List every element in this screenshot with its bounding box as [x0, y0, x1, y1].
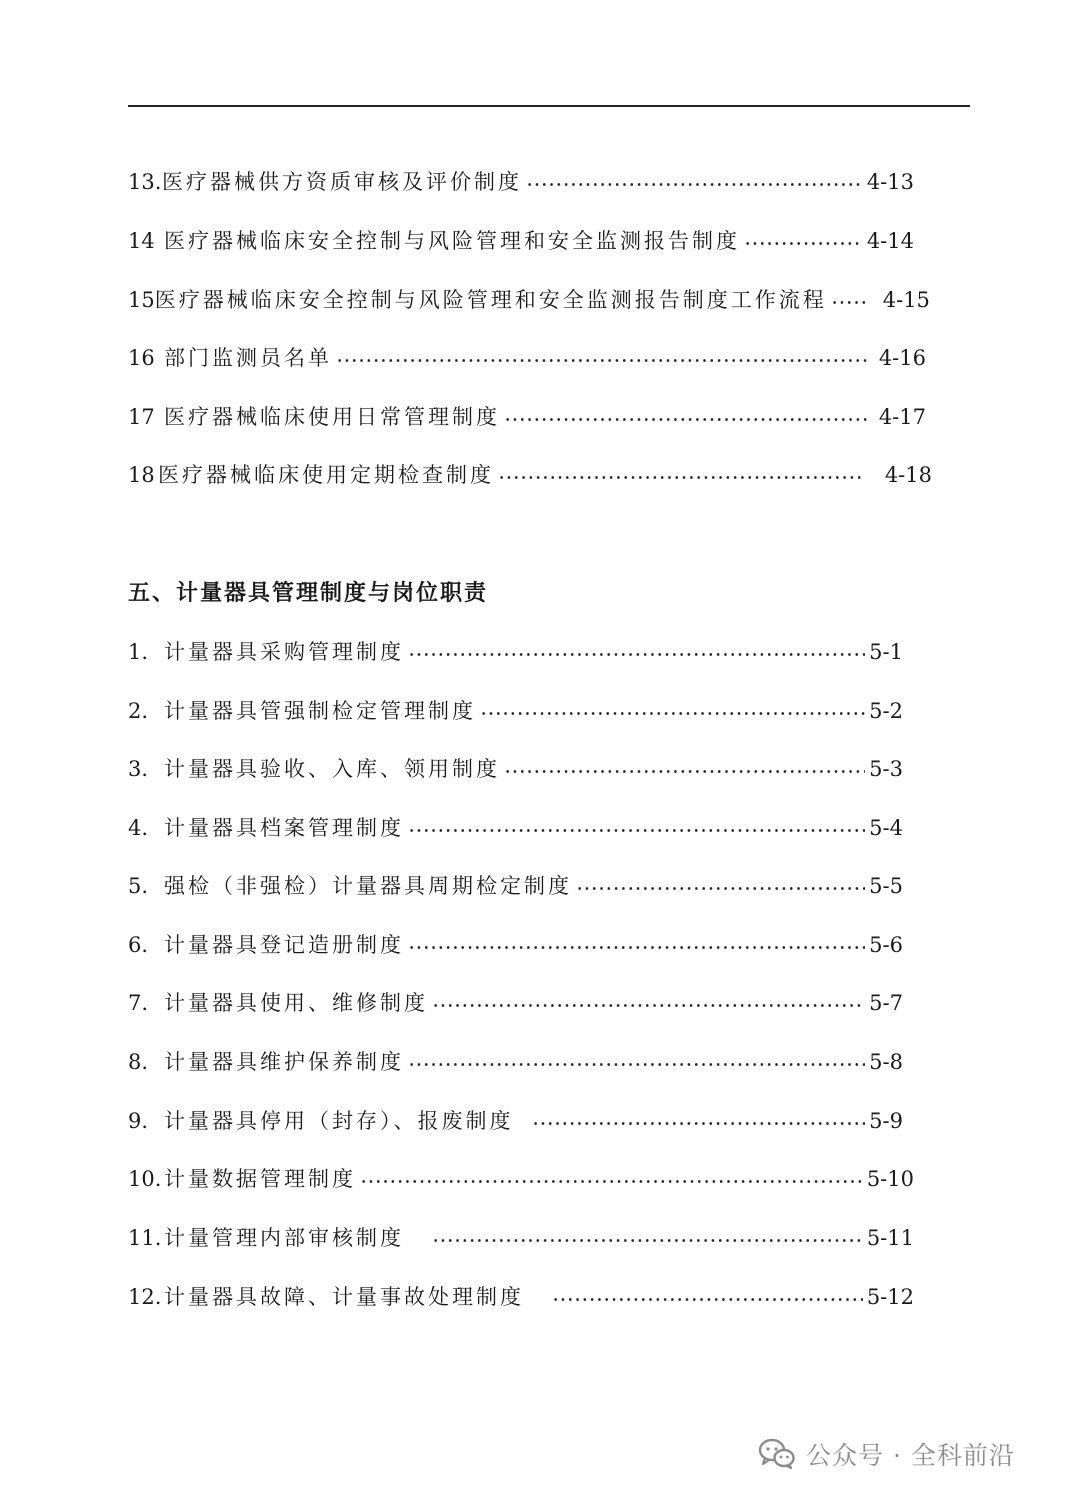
toc-entry-title: 医疗器械临床使用定期检查制度 — [158, 463, 494, 487]
toc-entry-number: 18 — [128, 463, 155, 487]
toc-entry-title: 部门监测员名单 — [164, 346, 332, 370]
toc-entry-number: 5. — [128, 874, 149, 898]
toc-entry-5-2 — [128, 696, 903, 726]
dot-leader — [498, 476, 861, 479]
toc-entry-4-14 — [128, 226, 914, 256]
toc-entry-number: 3. — [128, 757, 149, 781]
toc-entry-number: 11. — [128, 1226, 162, 1250]
dot-leader — [408, 653, 865, 656]
watermark — [758, 1434, 1015, 1474]
dot-leader — [432, 1239, 863, 1242]
toc-entry-page: 5-11 — [866, 1226, 914, 1250]
toc-entry-number: 9. — [128, 1109, 149, 1133]
toc-entry-title: 医疗器械临床使用日常管理制度 — [164, 405, 500, 429]
dot-leader — [408, 1063, 865, 1066]
toc-entry-page: 5-8 — [869, 1050, 903, 1074]
toc-entry-5-1 — [128, 637, 903, 667]
toc-entry-title: 计量器具验收、入库、领用制度 — [164, 757, 500, 781]
toc-entry-number: 13. — [128, 170, 162, 194]
dot-leader — [831, 301, 869, 304]
dot-leader — [408, 829, 865, 832]
dot-leader — [576, 887, 865, 890]
toc-entry-title: 计量器具登记造册制度 — [164, 933, 404, 957]
toc-entry-number: 14 — [128, 229, 155, 253]
dot-leader — [526, 183, 863, 186]
toc-entry-4-16 — [128, 343, 926, 373]
toc-entry-5-3 — [128, 754, 903, 784]
toc-entry-5-8 — [128, 1047, 903, 1077]
toc-entry-title: 医疗器械临床安全控制与风险管理和安全监测报告制度工作流程 — [154, 288, 827, 312]
section-heading: 五、计量器具管理制度与岗位职责 — [128, 580, 489, 606]
toc-entry-number: 10. — [128, 1167, 162, 1191]
toc-entry-page: 5-4 — [869, 816, 903, 840]
wechat-icon — [758, 1438, 796, 1470]
dot-leader — [744, 242, 863, 245]
header-rule — [128, 105, 970, 107]
dot-leader — [552, 1298, 863, 1301]
toc-entry-page: 5-9 — [869, 1109, 903, 1133]
toc-entry-title: 医疗器械临床安全控制与风险管理和安全监测报告制度 — [164, 229, 740, 253]
toc-entry-number: 2. — [128, 699, 149, 723]
toc-entry-page: 5-5 — [869, 874, 903, 898]
toc-entry-page: 5-6 — [869, 933, 903, 957]
toc-entry-title: 计量器具采购管理制度 — [164, 640, 404, 664]
toc-entry-title: 医疗器械供方资质审核及评价制度 — [162, 170, 522, 194]
toc-entry-title: 计量器具管强制检定管理制度 — [164, 699, 476, 723]
toc-entry-5-6 — [128, 930, 903, 960]
toc-entry-page: 5-7 — [869, 991, 903, 1015]
dot-leader — [360, 1180, 863, 1183]
toc-entry-5-7 — [128, 988, 903, 1018]
toc-entry-5-10 — [128, 1164, 914, 1194]
toc-entry-number: 6. — [128, 933, 149, 957]
toc-entry-5-9 — [128, 1106, 903, 1136]
toc-entry-page: 4-13 — [866, 170, 914, 194]
toc-entry-4-18 — [128, 460, 932, 490]
toc-entry-4-17 — [128, 402, 926, 432]
toc-entry-number: 17 — [128, 405, 155, 429]
toc-entry-4-13 — [128, 167, 914, 197]
toc-entry-number: 7. — [128, 991, 149, 1015]
toc-entry-page: 4-18 — [884, 463, 932, 487]
toc-entry-number: 12. — [128, 1285, 162, 1309]
toc-entry-5-4 — [128, 813, 903, 843]
toc-entry-page: 4-15 — [882, 288, 930, 312]
toc-entry-4-15 — [128, 285, 930, 315]
toc-entry-number: 8. — [128, 1050, 149, 1074]
toc-entry-title: 计量器具使用、维修制度 — [164, 991, 428, 1015]
toc-entry-page: 4-14 — [866, 229, 914, 253]
toc-entry-page: 5-12 — [866, 1285, 914, 1309]
toc-entry-number: 1. — [128, 640, 149, 664]
toc-entry-title: 计量器具故障、计量事故处理制度 — [164, 1285, 524, 1309]
dot-leader — [432, 1004, 865, 1007]
watermark-text: 公众号 · 全科前沿 — [806, 1441, 1015, 1470]
dot-leader — [504, 418, 867, 421]
toc-entry-page: 5-10 — [866, 1167, 914, 1191]
toc-entry-5-11 — [128, 1223, 914, 1253]
dot-leader — [504, 770, 865, 773]
toc-entry-page: 4-17 — [878, 405, 926, 429]
dot-leader — [480, 712, 865, 715]
toc-entry-title: 计量数据管理制度 — [164, 1167, 356, 1191]
dot-leader — [336, 359, 867, 362]
toc-entry-5-5 — [128, 871, 903, 901]
dot-leader — [408, 946, 865, 949]
toc-entry-page: 5-2 — [869, 699, 903, 723]
toc-entry-title: 计量器具维护保养制度 — [164, 1050, 404, 1074]
toc-entry-page: 4-16 — [878, 346, 926, 370]
toc-entry-page: 5-3 — [869, 757, 903, 781]
toc-entry-title: 计量管理内部审核制度 — [164, 1226, 404, 1250]
toc-entry-page: 5-1 — [869, 640, 903, 664]
toc-entry-title: 强检（非强检）计量器具周期检定制度 — [164, 874, 572, 898]
toc-entry-number: 4. — [128, 816, 149, 840]
toc-entry-number: 16 — [128, 346, 155, 370]
toc-entry-title: 计量器具停用（封存）、报废制度 — [164, 1109, 514, 1133]
toc-entry-number: 15 — [128, 288, 155, 312]
toc-entry-title: 计量器具档案管理制度 — [164, 816, 404, 840]
toc-entry-5-12 — [128, 1282, 914, 1312]
dot-leader — [532, 1122, 866, 1125]
